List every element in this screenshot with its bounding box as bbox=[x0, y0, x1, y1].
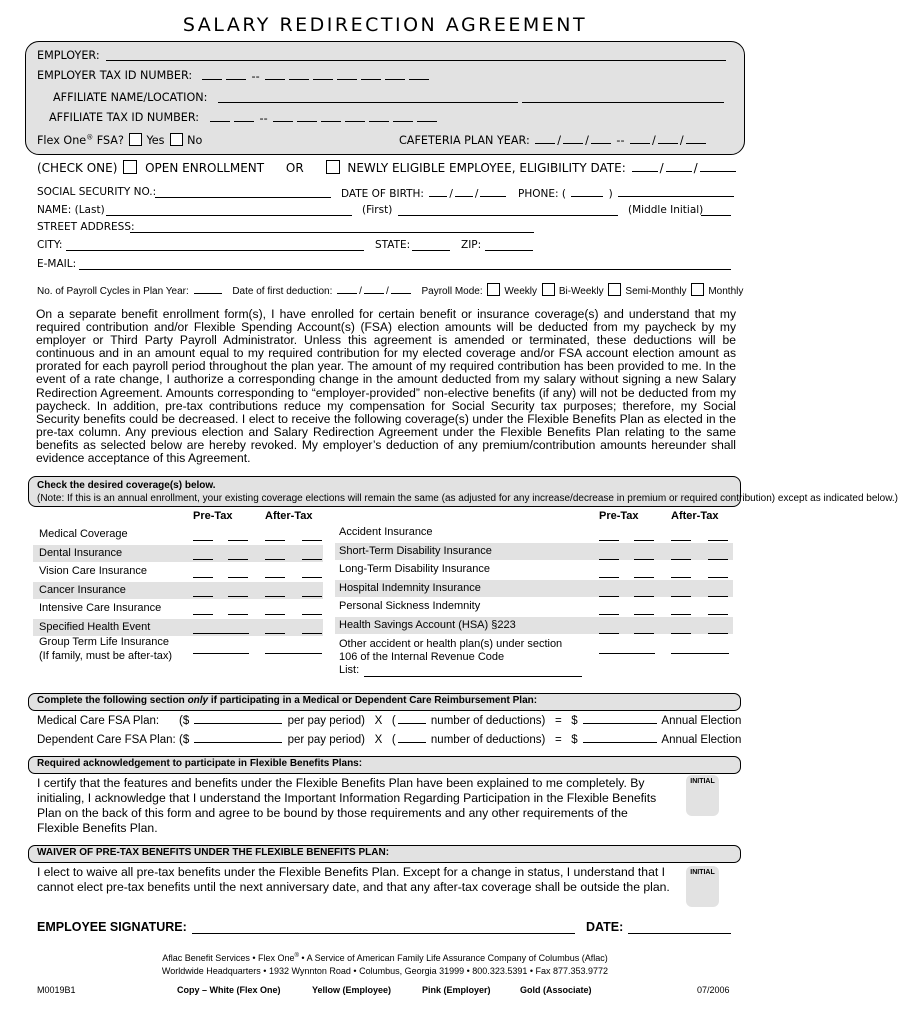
semimonthly-checkbox[interactable] bbox=[608, 283, 621, 296]
coverage-left-label: Vision Care Insurance bbox=[39, 565, 148, 577]
coverage-right-3-box-1[interactable] bbox=[634, 596, 654, 597]
copy-white: Copy – White (Flex One) bbox=[177, 985, 281, 995]
coverage-right-2-box-2[interactable] bbox=[671, 577, 691, 578]
coverage-right-0-box-3[interactable] bbox=[708, 540, 728, 541]
coverage-right-3-box-2[interactable] bbox=[671, 596, 691, 597]
coverage-left-2-box-3[interactable] bbox=[302, 577, 322, 578]
group-life-pretax-line[interactable] bbox=[193, 653, 249, 654]
ack-initial-box[interactable]: INITIAL bbox=[686, 775, 719, 816]
affiliate-location-field[interactable] bbox=[522, 91, 724, 103]
ssn-field[interactable] bbox=[155, 186, 331, 198]
coverage-right-5-box-3[interactable] bbox=[708, 633, 728, 634]
waiver-initial-box[interactable]: INITIAL bbox=[686, 866, 719, 907]
email-field[interactable] bbox=[79, 258, 731, 270]
coverage-left-1-box-1[interactable] bbox=[228, 559, 248, 560]
newly-eligible-checkbox[interactable] bbox=[326, 160, 340, 174]
middle-initial-label: (Middle Initial) bbox=[628, 204, 704, 216]
coverage-heading-bar bbox=[28, 476, 898, 507]
pretax-header-right: Pre-Tax bbox=[599, 510, 639, 522]
monthly-checkbox[interactable] bbox=[691, 283, 704, 296]
weekly-checkbox[interactable] bbox=[487, 283, 500, 296]
coverage-right-label: Long-Term Disability Insurance bbox=[339, 563, 491, 575]
coverage-left-1-box-2[interactable] bbox=[265, 559, 285, 560]
coverage-left-3-box-3[interactable] bbox=[302, 596, 322, 597]
medical-fsa-row: Medical Care FSA Plan: ($ per pay period) X ( number of deductions) = $ Annual Election bbox=[37, 715, 742, 727]
name-last-label: NAME: (Last) bbox=[37, 204, 105, 216]
cafeteria-plan-year: CAFETERIA PLAN YEAR: / / -- / / bbox=[399, 133, 708, 147]
agreement-paragraph: On a separate benefit enrollment form(s), I have enrolled for certain benefit or insurance coverage(s) and understand that my required contribution and/or Flexible Spending Account(s) (FSA) election amounts will be deducted from my paycheck by my employer or Third Party Payroll Administrator. Unless this agreement is amended or terminated, these deductions will be continuous and in an amount equal to my required contribution for my elected coverage and/or FSA account election amount as prorated for each payroll period throughout the plan year. The amount of my required contribution has been provided to me. In the event of a rate change, I authorize a corresponding change in the amount deducted from my salary without signing a new Salary Redirection Agreement. Amounts corresponding to “employer-provided” non-elective benefits (if any) will not be deducted from my paycheck. In addition, pre-tax contributions reduce my compensation for Social Security tax purposes; therefore, my Social Security benefits could be decreased. I elect to receive the following coverage(s) under the Flexible Benefits Plan as elected in the pre-tax column. Any previous election and Salary Redirection Agreement under the Flexible Benefits Plan relating to the same benefits as selected below are hereby revoked. My employer’s deduction of any premium/contribution amounts hereunder shall evidence acceptance of this Agreement. bbox=[36, 307, 736, 466]
affiliate-name-field[interactable] bbox=[218, 91, 518, 103]
footer-address-line: Worldwide Headquarters • 1932 Wynnton Road • Columbus, Georgia 31999 • 800.323.5391 • Fax 877.353.9772 bbox=[161, 966, 609, 976]
coverage-left-4-box-1[interactable] bbox=[228, 614, 248, 615]
coverage-left-1-box-3[interactable] bbox=[302, 559, 322, 560]
coverage-right-4-box-0[interactable] bbox=[599, 614, 619, 615]
copy-pink: Pink (Employer) bbox=[422, 985, 491, 995]
payroll-row: No. of Payroll Cycles in Plan Year: Date of first deduction: / / Payroll Mode: Weekly Bi-Weekly Semi-Monthly Monthly bbox=[37, 283, 743, 297]
form-number: M0019B1 bbox=[37, 985, 76, 995]
coverage-right-label: Hospital Indemnity Insurance bbox=[339, 582, 481, 594]
footer-company-line: Aflac Benefit Services • Flex One® • A Service of American Family Life Assurance Company of Columbus (Aflac) bbox=[162, 953, 608, 963]
ack-heading-bar bbox=[28, 756, 741, 774]
dob-label: DATE OF BIRTH: / / bbox=[341, 186, 508, 200]
other-plan-pretax-line[interactable] bbox=[599, 653, 655, 654]
coverage-right-label: List: bbox=[339, 664, 360, 676]
coverage-left-label: Medical Coverage bbox=[39, 528, 128, 540]
dependent-fsa-row: Dependent Care FSA Plan: ($ per pay period) X ( number of deductions) = $ Annual Election bbox=[37, 734, 742, 746]
coverage-right-label: Health Savings Account (HSA) §223 bbox=[339, 619, 516, 631]
coverage-left-0-box-0[interactable] bbox=[193, 540, 213, 541]
first-name-field[interactable] bbox=[398, 204, 618, 216]
copy-gold: Gold (Associate) bbox=[520, 985, 592, 995]
coverage-right-label: Accident Insurance bbox=[339, 526, 433, 538]
employee-signature-field[interactable] bbox=[192, 922, 575, 934]
coverage-left-label: Cancer Insurance bbox=[39, 584, 126, 596]
specified-health-pretax-line[interactable] bbox=[193, 633, 249, 634]
employer-field[interactable] bbox=[106, 49, 726, 61]
coverage-left-label: Intensive Care Insurance bbox=[39, 602, 162, 614]
coverage-right-label: Other accident or health plan(s) under section bbox=[339, 638, 563, 650]
ack-text: I certify that the features and benefits under the Flexible Benefits Plan have been explained to me completely. By initialing, I acknowledge that I understand the Important Information Regarding Participation in the Flexible Benefits Plan on the back of this form and agree to be bound by those requirements and any other requirements of the Flexible Benefits Plan. bbox=[37, 776, 657, 835]
first-name-label: (First) bbox=[362, 204, 393, 216]
coverage-left-4-box-3[interactable] bbox=[302, 614, 322, 615]
zip-label: ZIP: bbox=[461, 239, 482, 251]
zip-field[interactable] bbox=[485, 239, 533, 251]
aftertax-header-right: After-Tax bbox=[671, 510, 719, 522]
street-field[interactable] bbox=[130, 221, 534, 233]
coverage-left-5-box-3[interactable] bbox=[302, 633, 322, 634]
employee-signature-label: EMPLOYEE SIGNATURE: bbox=[37, 920, 187, 934]
employer-label: EMPLOYER: bbox=[37, 49, 100, 62]
coverage-right-label: Short-Term Disability Insurance bbox=[339, 545, 492, 557]
coverage-left-0-box-2[interactable] bbox=[265, 540, 285, 541]
email-label: E-MAIL: bbox=[37, 258, 77, 270]
ack-heading: Required acknowledgement to participate in Flexible Benefits Plans: bbox=[37, 758, 363, 769]
coverage-right-1-box-3[interactable] bbox=[708, 559, 728, 560]
dependent-annual-field[interactable] bbox=[583, 732, 657, 743]
date-label: DATE: bbox=[586, 920, 624, 934]
affiliate-tax-id-field[interactable]: -- bbox=[208, 111, 439, 125]
coverage-right-1-box-0[interactable] bbox=[599, 559, 619, 560]
coverage-left-label: Group Term Life Insurance bbox=[39, 636, 170, 648]
coverage-left-0-box-1[interactable] bbox=[228, 540, 248, 541]
form-date: 07/2006 bbox=[697, 985, 730, 995]
fsa-heading-bar bbox=[28, 693, 741, 711]
open-enrollment-checkbox[interactable] bbox=[123, 160, 137, 174]
waiver-heading-bar bbox=[28, 845, 741, 863]
street-label: STREET ADDRESS: bbox=[37, 221, 135, 233]
coverage-left-3-box-1[interactable] bbox=[228, 596, 248, 597]
coverage-left-3-box-2[interactable] bbox=[265, 596, 285, 597]
aftertax-header-left: After-Tax bbox=[265, 510, 313, 522]
enrollment-type-row: (CHECK ONE) OPEN ENROLLMENT OR NEWLY ELIGIBLE EMPLOYEE, ELIGIBILITY DATE: / / bbox=[37, 160, 738, 175]
coverage-right-label: Personal Sickness Indemnity bbox=[339, 600, 481, 612]
coverage-left-4-box-2[interactable] bbox=[265, 614, 285, 615]
dependent-deductions-field[interactable] bbox=[398, 732, 426, 743]
coverage-left-label: Dental Insurance bbox=[39, 547, 123, 559]
medical-per-pay-field[interactable] bbox=[194, 713, 282, 724]
coverage-left-1-box-0[interactable] bbox=[193, 559, 213, 560]
coverage-left-3-box-0[interactable] bbox=[193, 596, 213, 597]
fsa-heading: Complete the following section only if participating in a Medical or Dependent Care Reimbursement Plan: bbox=[37, 695, 538, 706]
coverage-right-1-box-2[interactable] bbox=[671, 559, 691, 560]
coverage-left-label: (If family, must be after-tax) bbox=[39, 650, 173, 662]
coverage-right-0-box-0[interactable] bbox=[599, 540, 619, 541]
copy-yellow: Yellow (Employee) bbox=[312, 985, 392, 995]
medical-annual-field[interactable] bbox=[583, 713, 657, 724]
other-plan-list-line[interactable] bbox=[364, 676, 582, 677]
coverage-heading: Check the desired coverage(s) below. (Note: If this is an annual enrollment, your existing coverage elections will remain the same (as adjusted for any increase/decrease in premium or required contribution) except as indicated below.) bbox=[37, 480, 898, 504]
other-plan-aftertax-line[interactable] bbox=[671, 653, 729, 654]
coverage-right-2-box-3[interactable] bbox=[708, 577, 728, 578]
city-field[interactable] bbox=[66, 239, 364, 251]
form-title: SALARY REDIRECTION AGREEMENT bbox=[182, 14, 588, 36]
coverage-left-label: Specified Health Event bbox=[39, 621, 151, 633]
employer-tax-id-label: EMPLOYER TAX ID NUMBER: bbox=[37, 69, 193, 82]
coverage-right-2-box-0[interactable] bbox=[599, 577, 619, 578]
state-label: STATE: bbox=[375, 239, 411, 251]
coverage-left-2-box-2[interactable] bbox=[265, 577, 285, 578]
middle-initial-field[interactable] bbox=[701, 204, 731, 216]
state-field[interactable] bbox=[412, 239, 450, 251]
coverage-left-2-box-0[interactable] bbox=[193, 577, 213, 578]
signature-date-field[interactable] bbox=[628, 922, 731, 934]
coverage-right-0-box-1[interactable] bbox=[634, 540, 654, 541]
phone-label: PHONE: ( ) bbox=[518, 186, 736, 200]
coverage-right-5-box-2[interactable] bbox=[671, 633, 691, 634]
coverage-left-4-box-0[interactable] bbox=[193, 614, 213, 615]
coverage-right-3-box-0[interactable] bbox=[599, 596, 619, 597]
coverage-right-label: 106 of the Internal Revenue Code bbox=[339, 651, 505, 663]
coverage-right-5-box-1[interactable] bbox=[634, 633, 654, 634]
employer-tax-id-field[interactable]: -- bbox=[200, 69, 431, 83]
waiver-text: I elect to waive all pre-tax benefits under the Flexible Benefits Plan. Except for a change in status, I understand that I cannot elect pre-tax benefits until the next anniversary date, and that any after-tax coverage shall be outside the plan. bbox=[37, 865, 670, 894]
coverage-right-3-box-3[interactable] bbox=[708, 596, 728, 597]
coverage-left-2-box-1[interactable] bbox=[228, 577, 248, 578]
fsa-yes-checkbox[interactable] bbox=[129, 133, 142, 146]
affiliate-tax-id-label: AFFILIATE TAX ID NUMBER: bbox=[49, 111, 200, 124]
last-name-field[interactable] bbox=[106, 204, 352, 216]
coverage-right-1-box-1[interactable] bbox=[634, 559, 654, 560]
city-label: CITY: bbox=[37, 239, 63, 251]
dependent-per-pay-field[interactable] bbox=[194, 732, 282, 743]
coverage-right-4-box-1[interactable] bbox=[634, 614, 654, 615]
pretax-header-left: Pre-Tax bbox=[193, 510, 233, 522]
waiver-heading: WAIVER OF PRE-TAX BENEFITS UNDER THE FLEXIBLE BENEFITS PLAN: bbox=[37, 847, 390, 858]
biweekly-checkbox[interactable] bbox=[542, 283, 555, 296]
coverage-right-5-box-0[interactable] bbox=[599, 633, 619, 634]
coverage-right-0-box-2[interactable] bbox=[671, 540, 691, 541]
coverage-right-4-box-3[interactable] bbox=[708, 614, 728, 615]
coverage-left-5-box-2[interactable] bbox=[265, 633, 285, 634]
medical-deductions-field[interactable] bbox=[398, 713, 426, 724]
affiliate-name-label: AFFILIATE NAME/LOCATION: bbox=[53, 91, 208, 104]
fsa-no-checkbox[interactable] bbox=[170, 133, 183, 146]
coverage-right-4-box-2[interactable] bbox=[671, 614, 691, 615]
ssn-label: SOCIAL SECURITY NO.: bbox=[37, 186, 157, 198]
group-life-aftertax-line[interactable] bbox=[265, 653, 322, 654]
coverage-left-0-box-3[interactable] bbox=[302, 540, 322, 541]
flex-one-fsa-row: Flex One® FSA? Yes No bbox=[37, 133, 203, 147]
coverage-right-2-box-1[interactable] bbox=[634, 577, 654, 578]
